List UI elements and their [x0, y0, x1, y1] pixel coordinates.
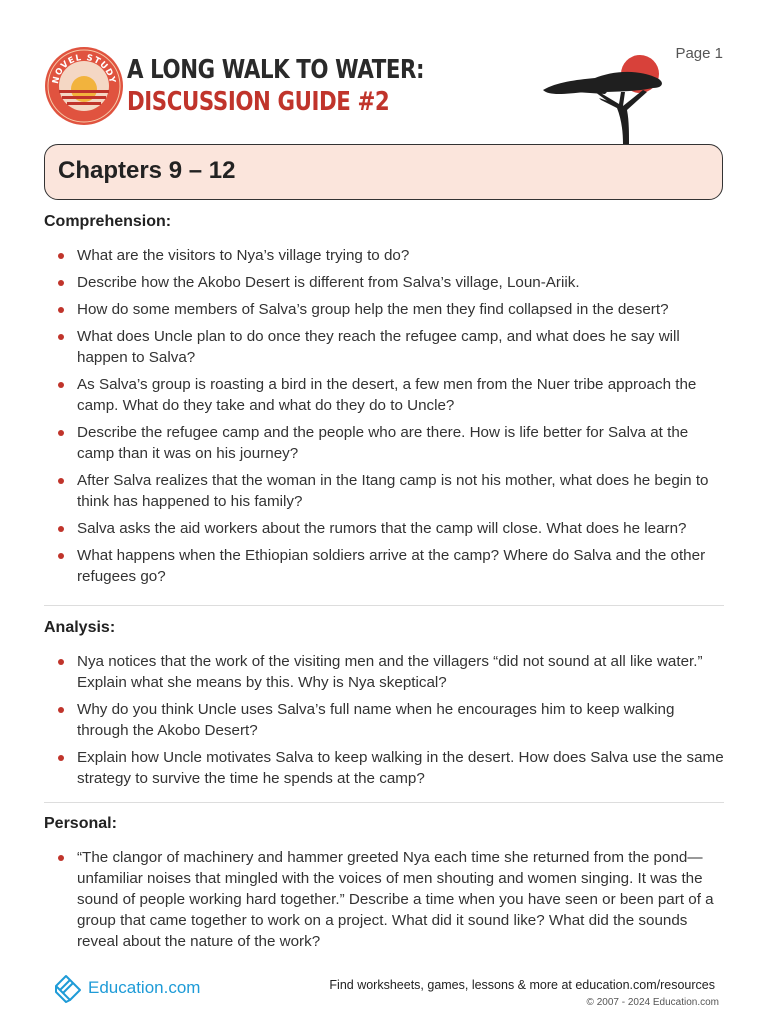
comprehension-section [44, 213, 724, 593]
question-text: After Salva realizes that the woman in the Itang camp is not his mother, what does he begin to think has happened to his family? [77, 472, 709, 510]
list-item [44, 299, 724, 320]
section-divider [44, 605, 724, 606]
bullet-icon [58, 659, 64, 665]
question-text: What does Uncle plan to do once they reach the refugee camp, and what does he say will happen to Salva? [77, 328, 680, 366]
bullet-icon [58, 334, 64, 340]
comprehension-list [44, 245, 724, 587]
education-book-icon [52, 972, 84, 1004]
personal-list [44, 847, 724, 952]
section-heading-personal: Personal: [44, 815, 117, 832]
bullet-icon [58, 855, 64, 861]
list-item [44, 272, 724, 293]
bullet-icon [58, 307, 64, 313]
bullet-icon [58, 382, 64, 388]
analysis-section [44, 619, 724, 795]
brand-name: Education.com [88, 978, 201, 997]
list-item [44, 699, 724, 741]
bullet-icon [58, 478, 64, 484]
list-item [44, 651, 724, 693]
question-text: Salva asks the aid workers about the rumors that the camp will close. What does he learn? [77, 520, 687, 537]
question-text: Nya notices that the work of the visiting men and the villagers “did not sound at all like water.” Explain what she means by this. Why is Nya skeptical? [77, 653, 703, 691]
list-item [44, 374, 724, 416]
bullet-icon [58, 253, 64, 259]
analysis-list [44, 651, 724, 789]
personal-section [44, 815, 724, 958]
question-text: What happens when the Ethiopian soldiers arrive at the camp? Where do Salva and the other refugees go? [77, 547, 706, 585]
question-text: Describe how the Akobo Desert is different from Salva’s village, Loun-Ariik. [77, 274, 580, 291]
chapter-heading-box [44, 144, 723, 200]
question-text: What are the visitors to Nya’s village trying to do? [77, 247, 410, 264]
list-item [44, 422, 724, 464]
question-text: As Salva’s group is roasting a bird in the desert, a few men from the Nuer tribe approach the camp. What do they take and what do they do to Uncle? [77, 376, 697, 414]
list-item [44, 545, 724, 587]
title-line-1: A LONG WALK TO WATER: [127, 55, 425, 85]
acacia-tree-illustration [535, 52, 675, 148]
section-heading-comprehension: Comprehension: [44, 213, 172, 230]
list-item [44, 245, 724, 266]
bullet-icon [58, 430, 64, 436]
title-line-2: DISCUSSION GUIDE #2 [127, 87, 390, 117]
page-number: Page 1 [675, 45, 723, 62]
bullet-icon [58, 755, 64, 761]
bullet-icon [58, 553, 64, 559]
logo-text: NOVEL STUDY [50, 52, 118, 85]
question-text: Describe the refugee camp and the people who are there. How is life better for Salva at the camp than it was on his journey? [77, 424, 689, 462]
list-item [44, 326, 724, 368]
novel-study-logo [44, 46, 124, 126]
list-item [44, 470, 724, 512]
question-text: “The clangor of machinery and hammer greeted Nya each time she returned from the pond—unfamiliar noises that mingled with the voices of men shouting and women singing. It was the sound of people working hard together.” Describe a time when you have seen or been part of a group that came together to work on a project. What did it sound like? What did the sounds reveal about the nature of the work? [77, 849, 714, 950]
question-text: Explain how Uncle motivates Salva to keep walking in the desert. How does Salva use the same strategy to survive the time he spends at the camp? [77, 749, 724, 787]
question-text: How do some members of Salva’s group help the men they find collapsed in the desert? [77, 301, 669, 318]
bullet-icon [58, 526, 64, 532]
question-text: Why do you think Uncle uses Salva’s full name when he encourages him to keep walking through the Akobo Desert? [77, 701, 675, 739]
bullet-icon [58, 280, 64, 286]
bullet-icon [58, 707, 64, 713]
footer-tagline[interactable]: Find worksheets, games, lessons & more at education.com/resources [329, 978, 715, 992]
section-divider [44, 802, 724, 803]
chapter-heading: Chapters 9 – 12 [58, 157, 236, 184]
footer-copyright: © 2007 - 2024 Education.com [586, 997, 719, 1008]
list-item [44, 518, 724, 539]
list-item [44, 747, 724, 789]
section-heading-analysis: Analysis: [44, 619, 116, 636]
guide-title [127, 54, 489, 118]
list-item [44, 847, 724, 952]
education-com-logo[interactable] [52, 972, 200, 1004]
